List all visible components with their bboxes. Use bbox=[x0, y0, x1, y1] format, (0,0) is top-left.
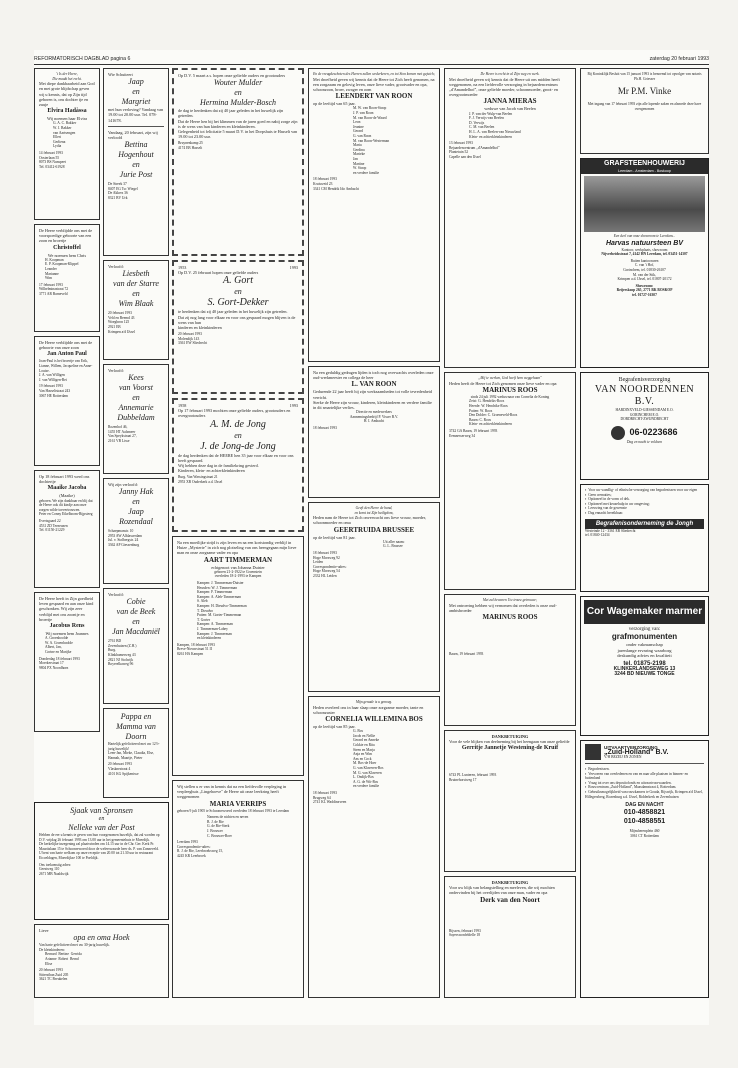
ad-foot: Dag en nacht te voldoen bbox=[626, 439, 663, 444]
footer: 20 februari 1993 Vlasknestraat 4 4101 KG Spijkenisse bbox=[108, 762, 139, 776]
footer: Bruynenkamp 25 4174 EB Hasselt bbox=[178, 141, 203, 151]
notice-text: Voor de vele blijken van deelneming bij het heengaan van onze geliefde bbox=[449, 739, 570, 745]
name: van de Beek bbox=[116, 607, 156, 617]
notice-text: Op 17 februari 1993 mochten onze geliefde ouders, grootouders en overgrootouders bbox=[178, 408, 291, 419]
verse: „Mij te werken, God heeft hem weggehaan" bbox=[478, 376, 542, 380]
ad-phone: tel. 01875-2198 bbox=[623, 660, 666, 667]
ad-sub: HARDINXVELD-GIESSENDAM E.O. GORINCHEM E.O. DORDRECHT-ZWIJNDRECHT bbox=[615, 408, 674, 422]
newspaper-page bbox=[34, 50, 709, 1025]
notice-text: Verloofd: bbox=[108, 264, 124, 269]
year-start: 1953 bbox=[178, 265, 187, 270]
obituary bbox=[444, 68, 576, 368]
deceased-name: CORNELIA WILLEMINA BOS bbox=[325, 715, 423, 723]
notice-text: Met droefheid geven wij kennis dat de Heere tot Zich heeft genomen, na een zorgzaam en gelovig leven, onze lieve vader, grootvader en opa, schoonzoon, broer, zwager en oom bbox=[313, 76, 435, 92]
family: geboren. We zijn dankbaar en blij dat de Heere ook dit kindje aan onze zorgen wilde toevertrouwen. Peter en Conny Eikelboom-Rijpsteeg bbox=[39, 498, 93, 517]
verse: En de vreugdeschoten des Heeren zullen wederkeren, en tot Sion komen met gejuich; bbox=[313, 72, 435, 76]
footer: 13 februari 1993 Bejaardencentrum „d'Amandelhof" Plantetuin 52 Capelle aan den IJssel bbox=[449, 141, 500, 159]
verse: Geeft den Heere de hand, en komt tot Zijn heiligdom, bbox=[354, 506, 394, 515]
notice-text: Op 18 februari 1993 werd ons dochtertje bbox=[39, 474, 90, 485]
name: Nelleke van der Post bbox=[68, 823, 135, 832]
verse: 't Is der Heere, Die maakt het recht. bbox=[52, 72, 82, 81]
notice-text: Op D.V. 5 maart a.s. hopen onze geliefde ouders en grootouders bbox=[178, 73, 286, 78]
deceased-name: LEENDERT VAN ROON bbox=[335, 92, 413, 101]
ad-main: grafmonumenten bbox=[611, 632, 678, 642]
conjunction: en bbox=[132, 497, 140, 507]
footer: 6743 PL Lunteren, februari 1993 Bruinehorstweg 17 bbox=[449, 773, 497, 782]
dates: geboren 9 juli 1905 te Schoonrewoerd overleden 18 februari 1993 te Leerdam bbox=[177, 808, 290, 813]
footer: Ons toekomstig adres: Geestweg 110 2671 MB Naaldwijk bbox=[39, 862, 72, 876]
notice-title: DANKBETUIGING bbox=[491, 880, 529, 885]
deceased-name: Derk van den Noort bbox=[480, 895, 540, 904]
name: A. Gort bbox=[223, 275, 253, 287]
child-name: Jan Anton Paul bbox=[47, 351, 87, 358]
family: G. A. C. Bakker W. J. Bakker van Aartsengen Ellert Gerliena Lydia bbox=[53, 121, 77, 149]
notice-text: Lieve bbox=[39, 928, 49, 933]
zuid-holland-ad bbox=[580, 740, 709, 998]
notice-text: Voor uw blijk van belangstelling en meeleven, die wij mochten ondervinden bij het overlijden van onze man, vader en opa bbox=[449, 885, 555, 896]
name: Hogenhout bbox=[118, 150, 154, 160]
notice-text: Verloofd: bbox=[108, 368, 124, 373]
engagement-notice bbox=[103, 260, 169, 360]
subtitle: We noemen hem Chris bbox=[47, 252, 87, 258]
notice-text: Wij stellen u er van in kennis dat na een liefdevolle verpleging in verpleeghuis „Lingehoeve" de Heere uit onze leerkring heeft weggenomen bbox=[177, 784, 287, 800]
notice-body: Met ingang van 17 februari 1993 zijn alle lopende zaken en alsmede deze have overgenomen bbox=[587, 102, 702, 111]
obituary bbox=[308, 502, 440, 692]
notice-body: met hun verloving? Vandaag van 19.00 tot 20.00 uur. Tel. 078-141678. bbox=[108, 107, 164, 123]
showroom-photo bbox=[584, 176, 705, 232]
ad-item: ▪ Geen crematies; bbox=[585, 493, 704, 498]
ad-head: UITVAARTVERZORGING bbox=[604, 744, 658, 750]
name: van Voorst bbox=[119, 383, 153, 393]
wedding-notice bbox=[34, 802, 169, 920]
deceased-name: MARIA VERRIPS bbox=[209, 799, 267, 808]
conjunction: en bbox=[132, 393, 140, 403]
notice-text: De Heere verblijdde ons met de geboorte van onze zoon bbox=[39, 340, 93, 351]
divider bbox=[585, 763, 704, 764]
dates: geboren 21-2-1922 te Groenstein overleden 18-2-1993 te Kampen bbox=[214, 569, 262, 579]
birth-notice bbox=[34, 336, 100, 466]
obituary bbox=[444, 594, 576, 726]
ad-title: Cor Wagemaker marmer bbox=[584, 600, 705, 624]
header-right: zaterdag 20 februari 1993 bbox=[649, 56, 709, 62]
ad-sub: V/H BEZEIJ EN ZONEN bbox=[604, 754, 642, 759]
ad-name: Begrafenisonderneming de Jongh bbox=[585, 519, 704, 529]
conjunction: en bbox=[234, 287, 242, 297]
footer: Evertsgaard 22 4531 ZD Terneuzen Tel. 01150-21229 bbox=[39, 518, 68, 533]
notice-text: Heden nam de Heere tot Zich onverwacht ons lieve vrouw, moeder, schoonmoeder en oma bbox=[313, 515, 427, 526]
name: Jaap bbox=[128, 77, 144, 87]
ad-name: VAN NOORDENNEN B.V. bbox=[594, 384, 695, 407]
ad-item: ▪ Dag ennacht bereikbaar. bbox=[585, 511, 704, 516]
ad-phones: 010-4858821 010-4858551 bbox=[623, 809, 666, 826]
child-name: Jacobus Rens bbox=[49, 623, 85, 630]
child-name: Elvira Hadàssa bbox=[47, 108, 87, 115]
company-sub: Kantoor, werkplaats, showroom bbox=[621, 247, 668, 252]
engagement-notice bbox=[103, 68, 169, 256]
anniversary-notice bbox=[172, 398, 304, 532]
ad-item: ▪ Vraag tot over ons depositofonds en uitvaartvoorwaarden. bbox=[585, 781, 704, 786]
name: Wouter Mulder bbox=[213, 78, 263, 88]
notice-body: de dag te herdenken dat zij 40 jaar geleden in het huwelijk zijn getreden. Dat de Heere hen bij het klimmen van de jaren goed en nabij zorge zijn is de wens van hun kinderen en kleinkinderen. Gelegenheid tot felicitatie 5 maart D.V. in het Dorpshuis te Hasselt van 19.00 tot 23.00 uur. bbox=[178, 108, 298, 140]
ad-item: ▪ Optioneel met keuzehulp in uw omgeving; bbox=[585, 502, 704, 507]
ad-name: „Zuid-Holland" B.V. bbox=[604, 748, 669, 756]
notice-text: Met droefheid geven wij kennis dat de Heere uit ons midden heeft weggenomen, na een liefdevolle verzorging in bejaardencentrum „d'Amandelhof", onze geliefde moeder, schoonmoeder, groot- en overgrootmoeder bbox=[449, 76, 560, 98]
footer: 14 februari 1993 Oosterlaan 55 8073 BS Nunspeet Tel. 03412-61928 bbox=[39, 150, 66, 169]
family: Directie en medewerkers Aannemingsbedrijf P. Visser B.V. H. I. Ambacht bbox=[349, 410, 399, 424]
footer: 20 februari 1993 Molendijk 143 3361 EW Sliedrecht bbox=[178, 332, 208, 346]
year-start: 1958 bbox=[178, 403, 187, 408]
deceased-name: MARINUS ROOS bbox=[482, 385, 538, 394]
name: S. Gort-Dekker bbox=[207, 297, 269, 309]
notice-text: De Heere heeft in Zijn goedheid leven gespaard en aan onze kind geschonken. Wij zijn zeer verblijd met ons zoontje en broertje bbox=[39, 596, 94, 622]
notice-text: Heden overleed ons in haar slaap onze zorgzame moeder, tante en schoonzuster bbox=[313, 704, 424, 715]
notice-text: Bij Koninklijk Besluit van 15 januari 1993 is benoemd tot opvolger van notaris Ph.H. Griesser bbox=[587, 72, 702, 81]
notice-text: Wij zijn verloofd: bbox=[108, 482, 138, 487]
subtitle: (Maaike) bbox=[59, 493, 75, 499]
obituary bbox=[308, 696, 440, 998]
ad-head: Begrafenisverzorging bbox=[618, 377, 671, 383]
name: Rozendaal bbox=[119, 517, 153, 527]
conjunction: en bbox=[132, 160, 140, 170]
grafsteen-ad bbox=[580, 158, 709, 368]
ad-item: ▪ Begrafenissen. bbox=[585, 767, 704, 772]
photo-caption: Een deel van onze showroom te Leerdam... bbox=[613, 234, 676, 238]
obituary bbox=[172, 536, 304, 776]
notice-text: Na een moeilijke strijd is zijn leven en na een kortstondig verblijf in Huize „Mysterie" in zich nog plotseling van ons heengegaan mijn lieve man en onze zorgzame vader en opa bbox=[177, 540, 297, 556]
conjunction: en bbox=[132, 289, 140, 299]
subtitle: sinds 24 juli 1992 weduwnaar van Cornelia de Koning bbox=[470, 394, 550, 399]
notice-body: Hartelijk gefeliciteerd met uw 12½-jarig huwelijk! Leen-Jan, Mieke, Claudia, Else, Hannah, Maartje, Pieter bbox=[108, 742, 160, 760]
notice-body: Gedurende 22 jaar heeft hij zijn werkzaamheden tot volle tevredenheid verricht. Sterke de Heere zijn vrouw, kinderen, kleinkinderen en verdere familie in dit smartelijke verlies. bbox=[313, 389, 432, 411]
footer: Kampen, 18 februari 1993 Breve-Nieuwstraat 51 II 8261 HA Kampen bbox=[177, 642, 215, 656]
anniversary-notice bbox=[172, 68, 304, 256]
page-header bbox=[34, 54, 709, 65]
birth-notice bbox=[34, 68, 100, 220]
name: Margriet bbox=[121, 97, 151, 107]
ad-desc: onder vakmanschap jarenlange ervaring waarborg deskundig advies en kwaliteit bbox=[617, 642, 672, 659]
footer: 20 februari 1993 Veld en Beemd 43 Woegbron 125 2921 EB Krimpen a/d IJssel bbox=[108, 311, 135, 334]
ad-item: ▪ Gebruiksmogelijkheid van rouwkamers te Gouda, Rijswijk, Krimpen a/d IJssel, Hillegersberg, Rozenburg a.d. IJssel, Ridderkerk en Zevenhuizen bbox=[585, 790, 704, 799]
grandchildren: Bernard Bertine Gerrida Arianne Robert Bernd Elise bbox=[45, 952, 82, 966]
logo-icon bbox=[585, 744, 601, 760]
anniversary-notice bbox=[34, 924, 169, 998]
footer: 17 februari 1993 Wilhelminastraat 72 3771 AR Barneveld bbox=[39, 282, 69, 296]
deceased-name: Gerritje Jannetje Westening-de Kruif bbox=[461, 745, 559, 752]
notary-name: Mr P.M. Vinke bbox=[617, 86, 672, 97]
year-end: 1993 bbox=[289, 403, 298, 408]
acknowledgement bbox=[444, 876, 576, 998]
name: Hermina Mulder-Bosch bbox=[199, 98, 277, 108]
ad-item: ▪ Leeswing van de gewenste bbox=[585, 506, 704, 511]
logo-icon bbox=[611, 426, 625, 440]
ad-item: ▪ Optioneel in de vorm of dek. bbox=[585, 497, 704, 502]
deceased-name: MARINUS ROOS bbox=[482, 613, 538, 621]
verse: De Heere is recht in al Zijn weg en werk. bbox=[480, 72, 540, 76]
jongh-ad bbox=[580, 484, 709, 592]
footer: 18 februari 1993 Hoge Morsweg 92 Leiden Correspondentie-adres: Hoge Morsweg 54 2332 HL Leiden bbox=[313, 550, 347, 578]
subtitle: Wij noemen haar Elvira bbox=[47, 116, 87, 122]
notice-text: De Heere verblijdde ons met de voorspoedige geboorte van een zoon en broertje bbox=[39, 228, 93, 244]
obituary bbox=[172, 780, 304, 998]
funeral-ad bbox=[580, 372, 709, 480]
ad-brand: GRAFSTEENHOUWERIJ bbox=[581, 159, 708, 169]
obituary bbox=[308, 366, 440, 498]
subtitle: echtgenoot van Johanna Duister bbox=[211, 564, 265, 570]
name: Kees bbox=[128, 373, 144, 383]
deceased-name: JANNA MIERAS bbox=[483, 97, 537, 106]
notice-text: Verloofd: bbox=[108, 592, 124, 597]
notice-title: DANKBETUIGING bbox=[491, 734, 529, 739]
conjunction: en bbox=[234, 88, 242, 98]
name: Sjaak van Spronsen bbox=[70, 806, 133, 815]
notice-body: te herdenken dat zij 40 jaar geleden in het huwelijk zijn getreden. Dat zij nog lang voor elkaar en voor ons gespaard mogen blijven is de wens van hun kinderen en kleinkinderen bbox=[178, 309, 296, 331]
acknowledgement bbox=[444, 730, 576, 872]
name: Janny Hak bbox=[118, 487, 154, 497]
name: Jan Macdaniël bbox=[112, 627, 160, 637]
notice-text: Na een geduldig gedragen lijden is toch nog overwachts overleden onze oud-werkmeester en collega de heer bbox=[313, 370, 434, 381]
subtitle: Wij noemen hem Joannes bbox=[45, 631, 89, 637]
footer: De Streek 37 8407 EG Tsc Wiegel De Akkers 36 8321 BV Urk bbox=[108, 182, 138, 200]
showroom-addr: Showroom: Reijerskoop 265, 2771 BK BOSKOP tel. 01727-16307 bbox=[616, 283, 673, 297]
family: H. Koopman E. P. Koopman-Klippel Leander Marianne Wim bbox=[45, 257, 79, 281]
footer: Leerdam 1993 Correspondentie-adres: R. J. de Bie, Leerbroeksweg 15, 4245 KR Leerbroek bbox=[177, 840, 224, 858]
name: van der Starre bbox=[113, 279, 159, 289]
ad-places: Leerdam - Amsterdam - Boskoop bbox=[581, 169, 708, 174]
conjunction: en bbox=[98, 816, 105, 822]
footer: Donderdag 18 februari 1993 Moerkerstraat 17 9804 PX Noordhorn bbox=[39, 656, 80, 670]
name: Dubbeldam bbox=[117, 413, 155, 423]
family: G. Bos Jacob en Nellie Gerard en Anneke Cokkie en Rita Steen en Marja Anja en Wim Ans en Cock M. Bos-de Hoer G. van Klaveren-Bos M. G. van Klaveren L. Ondijk-Bos A. G. de Wit-Bos en verdere familie bbox=[353, 729, 384, 789]
name: opa en oma Hoek bbox=[73, 933, 130, 943]
subtitle: op de leeftijd van 81 jaar. bbox=[313, 534, 356, 540]
ad-night: DAG EN NACHT bbox=[625, 802, 664, 809]
subtitle: op de leeftijd van 85 jaar. bbox=[313, 724, 356, 729]
footer: 20 februari 1993 Sittersthan Zuid 205 3621 TC Breukelen bbox=[39, 968, 69, 982]
family: A. Groenhoolde W. A. Groenhoolde Albert, Jan, Corine en Marijke bbox=[45, 636, 73, 654]
name: Cobie bbox=[126, 597, 146, 607]
name: Jurie Post bbox=[119, 170, 153, 180]
notice-body: Van harte gefeliciteerd met uw 30-jarig huwelijk. De kleinkinderen: bbox=[39, 943, 110, 952]
family: Kampen: J. Timmerman-Duister Heusden: W. J. Timmerman Kampen: F. Timmerman Kampen: A. Aleb-Timmerman S. Aleb Kampen: H. Dieudvo-Timmerman T. Dieudvo Putten: M. Gorter-Timmerman T. Gorter Kampen: A. Timmerman J. Timmerman-Labey Kampen: J. Timmerman en kleinkinderen bbox=[197, 581, 247, 641]
after-hours: Buiten kantooruren C. van 't Hof, Gorinchem, tel. 01830-26107 M. van der Stik, Krimpen a.d. IJssel, tel. 01807-20172 bbox=[617, 258, 672, 282]
engagement-notice bbox=[103, 364, 169, 474]
birth-notice bbox=[34, 592, 100, 732]
notice-text: Op D.V. 25 februari hopen onze geliefde ouders bbox=[178, 270, 259, 276]
footer: 18 februari 1993 Brugweg 64 2741 KL Waddinxveen bbox=[313, 790, 347, 805]
name: Liesbeth bbox=[122, 269, 150, 279]
ad-item: ▪ Vervoeren van overledenen en van en naar alle plaatsen in binnen- en buitenland bbox=[585, 772, 704, 781]
footer: Rijssen, februari 1993 Sayerswonfeldelle 18 bbox=[449, 928, 481, 938]
obituary bbox=[308, 68, 440, 362]
name: Bettina bbox=[124, 140, 148, 150]
year-end: 1993 bbox=[289, 265, 298, 270]
footer: Burg. Van Wassingstraat 21 2953 XB Ouderkerk a.d. IJssel bbox=[178, 475, 223, 485]
wagemaker-ad bbox=[580, 596, 709, 736]
ad-addr: KLINKERLANDSEWEG 13 3244 BD NIEUWE TONGE bbox=[613, 666, 676, 678]
company-name: Harvas natuursteen BV bbox=[605, 239, 684, 247]
name: J. de Jong-de Jong bbox=[200, 440, 276, 452]
name: Wim Blaak bbox=[118, 299, 154, 309]
subtitle: op de leeftijd van 65 jaar. bbox=[313, 101, 356, 107]
ad-addr: Mijnsherenplein 460 3061 CT Rotterdam bbox=[629, 829, 660, 838]
ad-addr: Westeinde 12 - 3361 EB Sliedrecht tel. 01840-12434 bbox=[585, 528, 636, 538]
notice-text: Met ontroering hebben wij vernomen dat overleden is onze oud-ambtsbroeder bbox=[449, 602, 557, 613]
ad-sub: verzorging van: bbox=[628, 627, 661, 632]
family: Namens de nichten en neven B. J. de Bie G. de Bie-Sterk J. Brouwer C. Brouwer-Boer bbox=[207, 815, 249, 838]
footer: Baarn, 19 februari 1993 bbox=[449, 652, 484, 656]
ad-phone: 06-0223686 bbox=[629, 427, 678, 438]
ad-item: ▪ Voor uw wandlig- of ethnische verzorging van begrafenissen voor uw eigen bbox=[585, 488, 704, 493]
greeting: Pappa en Mamma van Doorn bbox=[116, 712, 156, 741]
obituary bbox=[444, 372, 576, 590]
footer: Rozenhof 46, 1455 HT Aalsmeer Van Speykstraat 27, 2161 VB Lisse bbox=[108, 425, 137, 443]
footer: 3742 GA Baarn, 19 februari 1993 Eemnesserweg 34 bbox=[449, 428, 498, 438]
child-name: Christoffel bbox=[53, 244, 81, 251]
family: Joan-Paul is het broertje van Erik, Lianne, Willem, Jacqueline en Anne-Louise. J. A. van Willigen J. van Willigen-Rei bbox=[39, 359, 93, 382]
subtitle: weduwe van Jacob van Beelen bbox=[484, 106, 536, 112]
conjunction: en bbox=[234, 430, 242, 440]
header-left: REFORMATORISCH DAGBLAD pagina 6 bbox=[34, 56, 131, 62]
conjunction: en bbox=[132, 87, 140, 97]
notice-text: Met diepe dankbaarheid aan God en met grote blijdschap geven wij u kennis, dat op Zijn tijd geboren is, ons dochter tje en zuuje bbox=[39, 81, 95, 107]
notice-text: Heden heeft de Heere tot Zich genomen onze lieve vader en opa bbox=[449, 380, 557, 386]
notice-body: de dag herdenken dat de HEERE hen 35 jaar voor elkaar en voor ons heeft gespaard. Wij hebben deze dag in de familiekring gevierd. Kinderen, klein- en achterkleinkinderen bbox=[178, 452, 294, 474]
conjunction: en bbox=[132, 617, 140, 627]
deceased-name: L. VAN ROON bbox=[351, 380, 397, 389]
deceased-name: AART TIMMERMAN bbox=[203, 555, 273, 564]
birth-notice bbox=[34, 224, 100, 332]
footer: Schaepmanstr. 10 2953 AW Alblasserdam Jul. v. Stolbergstr. 24 3362 AP Giessenburg bbox=[108, 529, 142, 547]
company-addr: Nijverheidsstraat 7, 4142 HN Leerdam, tel. 03451-14307 bbox=[601, 252, 688, 257]
name: Jaap bbox=[128, 507, 144, 517]
name: Annemarie bbox=[118, 403, 154, 413]
engagement-notice bbox=[103, 478, 169, 584]
anniversary-notice bbox=[103, 708, 169, 798]
name: A. M. de Jong bbox=[210, 418, 266, 430]
verse: Mijn genade is u genoeg. bbox=[355, 700, 393, 704]
footer: 19 februari 1993 Van Hasseltstraat 243 3067 HE Rotterdam bbox=[39, 384, 71, 398]
family: M. W. van Roon-Stoop J. P. van Roon M. van Roon-de Waard Leon Jeanine Gerard G. van Roon M. van Roon-Westerman Maria Gerdina Marieke Jan Martine W. Stoop en verdere familie bbox=[353, 106, 390, 175]
ad-item: ▪ Rouwcentrum „Zuid-Holland", Maasdamstraat 4, Rotterdam. bbox=[585, 785, 704, 790]
notary-notice bbox=[580, 68, 709, 154]
footer: 18 februari 1993 Kruisweid 23 3341 CM Hendrik Ido Ambacht bbox=[313, 177, 359, 191]
family: J. P. van der Wulp-van Beelen F. J. Verwijs-van Beelen D. Verwijs C. M. van Beelen H. L. A. van Beelen-van Nieuwland Klein- en achterkleinkinderen bbox=[469, 111, 521, 139]
engagement-notice bbox=[103, 588, 169, 704]
child-name: Maaike Jacoba bbox=[47, 485, 87, 492]
family: Uit aller naam: G. L. Brussee bbox=[383, 539, 405, 549]
footer: 2761 BD Zevenhuizen (Z.H.) Burg. Klinkhamerweg 43 2821 NJ Stolwijk Boyerelkaweg 96 bbox=[108, 639, 137, 667]
family: Zeist: G. Hendriks-Roos Heerde: W. Hendriks-Roos Putten: W. Roos Den Dolder: C. Groeneveld-Roos Baarn: C. Roos Klein- en achterkleinkinderen bbox=[469, 399, 518, 427]
footer: 18 februari 1993 bbox=[313, 426, 337, 430]
notice-body: Hebben de eer u kennis te geven van hun voorgenomen huwelijk, dat zal worden op D.V. vrijdag 26 februari 1993 om 13.00 uur in het gemeentehuis te Moerdijk. De kerkelijke inzegening zal plaatsvinden om 14.15 uur in de Chr. Ger. Kerk Pr. Mauritslaan 15 te Schoonrewoerd door de weleerwaarde heer ds. P. van Zonneveld. U bent van harte welkom op onze receptie van 20.00 tot 21.30 uur in restaurant Eicoeldagen, Moerdijkse 100 te Poeldijk. bbox=[39, 833, 160, 860]
verse: Met zal bewaren Uw trouw getrouwe; bbox=[482, 598, 538, 602]
divider bbox=[108, 126, 164, 127]
birth-notice bbox=[34, 470, 100, 588]
notice-text: Wie Schuiteert bbox=[108, 72, 133, 77]
deceased-name: GEERTRUIDA BRUSSEE bbox=[333, 525, 415, 534]
notice-extra: Vandaag, 20 februari, zijn wij verloofd bbox=[108, 129, 158, 141]
anniversary-notice bbox=[172, 260, 304, 394]
